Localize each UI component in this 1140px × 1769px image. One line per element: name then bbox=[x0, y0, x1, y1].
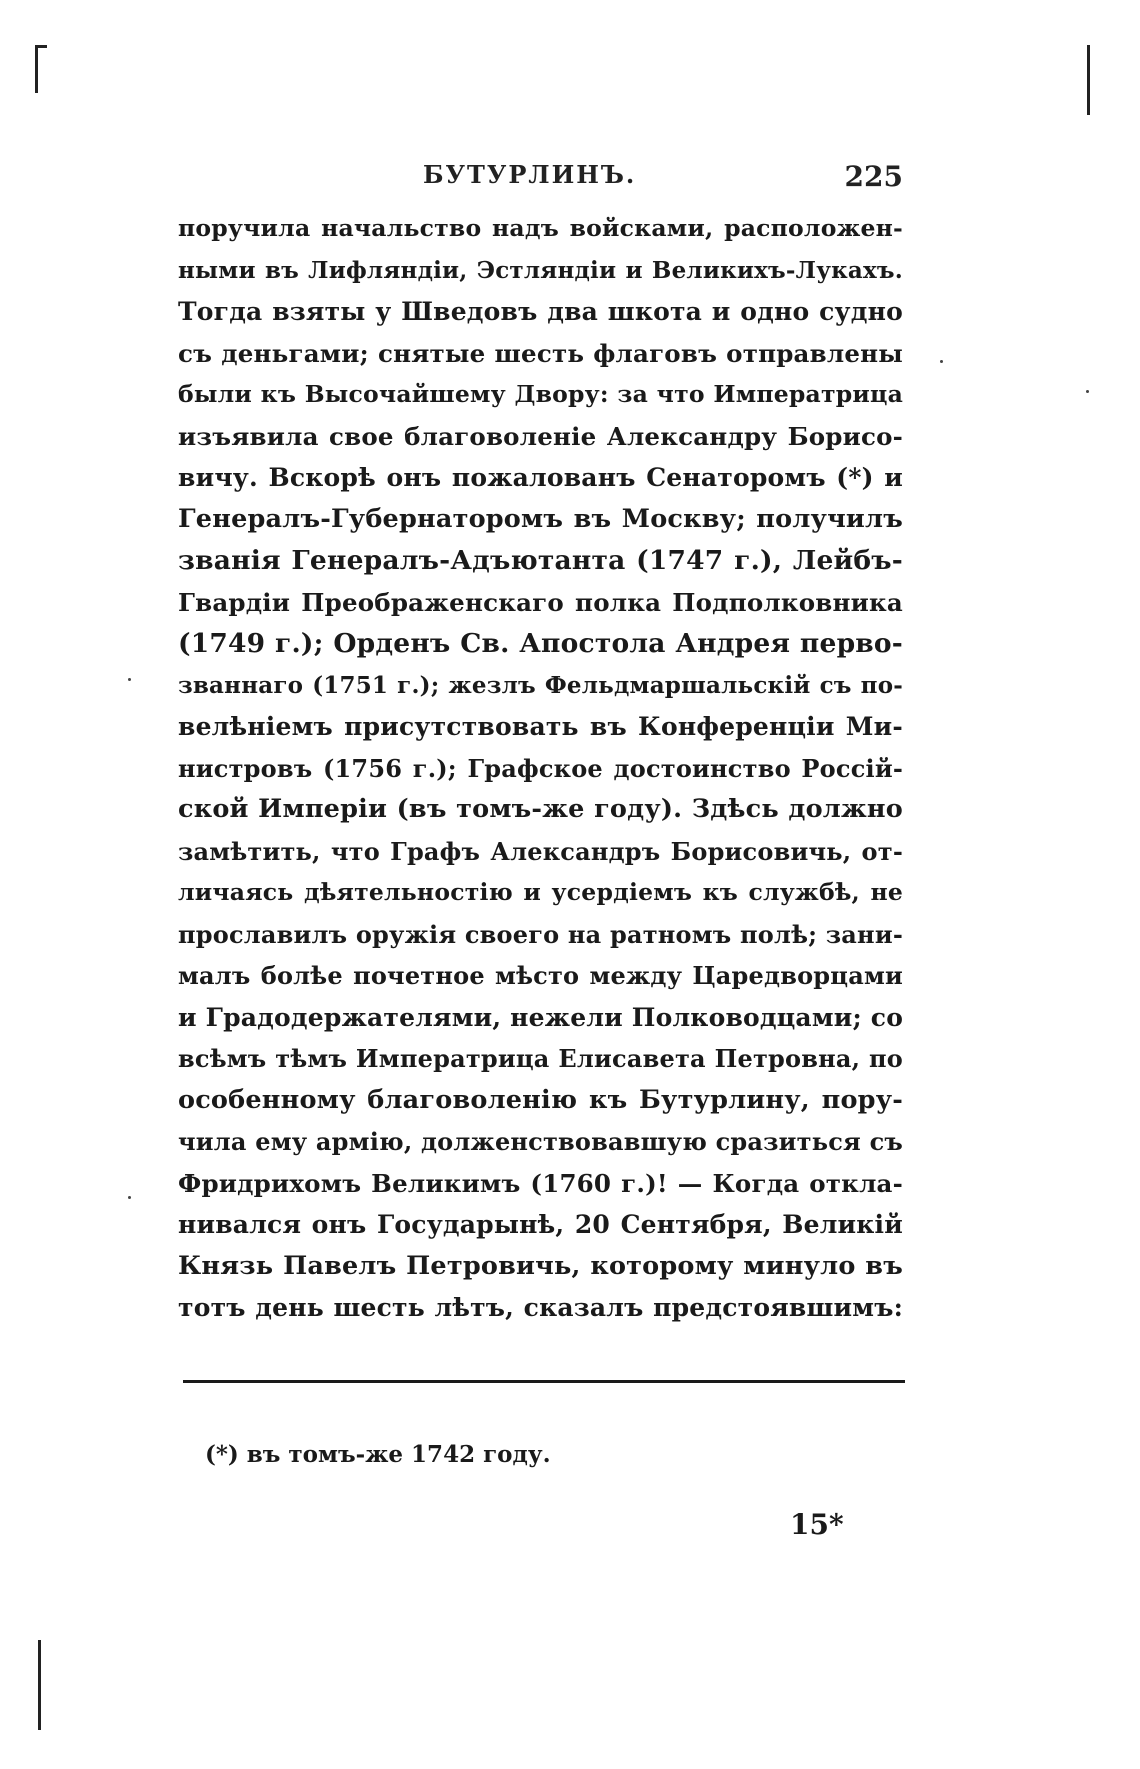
text-line: званнаго (1751 г.); жезлъ Фельдмаршальскій съ по- bbox=[178, 671, 903, 699]
signature-mark: 15* bbox=[790, 1508, 844, 1541]
text-line: Генералъ-Губернаторомъ въ Москву; получилъ bbox=[178, 503, 903, 534]
text-line: званія Генералъ-Адъютанта (1747 г.), Лейбъ- bbox=[178, 545, 903, 576]
text-line: съ деньгами; снятые шесть флаговъ отправлены bbox=[178, 338, 903, 368]
text-line: Тогда взяты у Шведовъ два шкота и одно судно bbox=[178, 297, 903, 326]
scan-speck bbox=[128, 678, 131, 681]
text-line: (1749 г.); Орденъ Св. Апостола Андрея перво- bbox=[178, 628, 903, 659]
text-line: велѣніемъ присутствовать въ Конференціи Ми- bbox=[178, 712, 903, 741]
text-line: и Градодержателями, нежели Полководцами; со bbox=[178, 1002, 903, 1032]
running-head: БУТУРЛИНЪ. bbox=[423, 160, 637, 189]
text-line: Гвардіи Преображенскаго полка Подполковника bbox=[178, 587, 903, 617]
text-line: малъ болѣе почетное мѣсто между Царедворцами bbox=[178, 961, 903, 990]
text-line: были къ Высочайшему Двору: за что Императрица bbox=[178, 380, 903, 408]
scan-corner-mark bbox=[35, 45, 38, 93]
text-line: нивался онъ Государынѣ, 20 Сентября, Великій bbox=[178, 1210, 903, 1239]
scan-speck bbox=[1086, 390, 1089, 393]
footnote: (*) въ томъ-же 1742 году. bbox=[205, 1441, 551, 1468]
text-line: ными въ Лифляндіи, Эстляндіи и Великихъ-Лукахъ. bbox=[178, 256, 903, 284]
text-line: вичу. Вскорѣ онъ пожалованъ Сенаторомъ (*) и bbox=[178, 463, 903, 492]
text-line: Князь Павелъ Петровичь, которому минуло въ bbox=[178, 1250, 903, 1281]
text-line: прославилъ оружія своего на ратномъ полѣ; зани- bbox=[178, 919, 903, 949]
footnote-divider bbox=[183, 1380, 905, 1383]
scan-edge-mark bbox=[1087, 45, 1090, 115]
text-line: нистровъ (1756 г.); Графское достоинство Россій- bbox=[178, 753, 903, 783]
text-line: Фридрихомъ Великимъ (1760 г.)! — Когда откла- bbox=[178, 1168, 903, 1198]
scan-speck bbox=[940, 360, 943, 363]
body-text bbox=[178, 208, 903, 1329]
text-line: чила ему армію, долженствовавшую сразиться съ bbox=[178, 1127, 903, 1156]
text-line: особенному благоволенію къ Бутурлину, пору- bbox=[178, 1084, 903, 1115]
text-line: тотъ день шесть лѣтъ, сказалъ предстоявшимъ: bbox=[178, 1293, 903, 1322]
text-line: всѣмъ тѣмъ Императрица Елисавета Петровна, по bbox=[178, 1044, 903, 1073]
text-line: личаясь дѣятельностію и усердіемъ къ службѣ, не bbox=[178, 878, 903, 906]
scan-speck bbox=[128, 1196, 131, 1199]
scan-corner-mark bbox=[35, 45, 47, 48]
scan-edge-mark bbox=[38, 1640, 41, 1730]
page-number: 225 bbox=[844, 160, 903, 193]
text-line: изъявила свое благоволеніе Александру Борисо- bbox=[178, 421, 903, 451]
text-line: ской Имперіи (въ томъ-же году). Здѣсь должно bbox=[178, 794, 903, 824]
text-line: поручила начальство надъ войсками, расположен- bbox=[178, 214, 903, 242]
text-line: замѣтить, что Графъ Александръ Борисовичь, от- bbox=[178, 836, 903, 866]
page-header bbox=[178, 160, 903, 200]
